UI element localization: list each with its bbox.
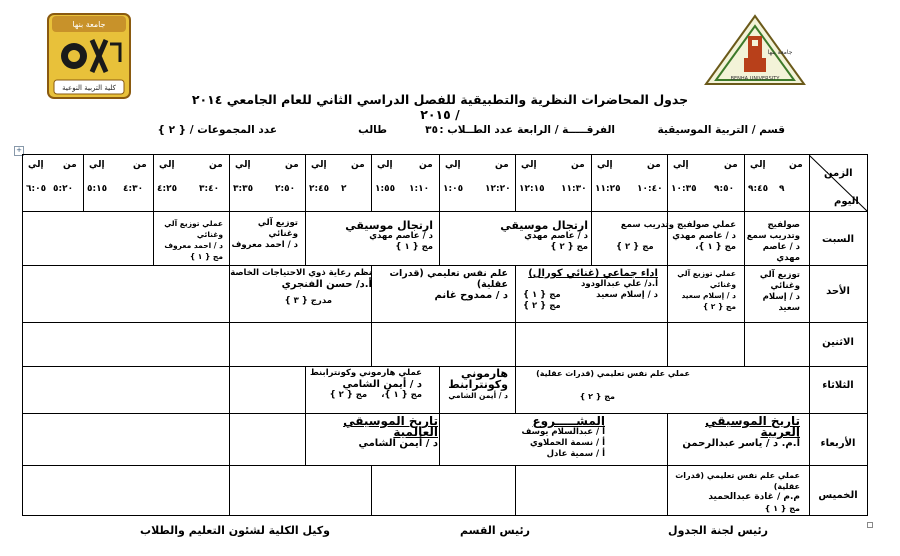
slot-from-label: من xyxy=(571,160,585,170)
grid-col-line xyxy=(439,154,440,211)
cell-line: وتدريب سمع xyxy=(746,231,800,241)
cell-title: هارموني xyxy=(460,367,508,380)
grid-col-line xyxy=(667,322,668,366)
grid-row-line xyxy=(22,211,867,212)
thu-practical-psychology-cell xyxy=(655,470,800,514)
slot-from-label: من xyxy=(351,160,365,170)
grid-col-line xyxy=(591,154,592,211)
grid-col-line xyxy=(371,465,372,515)
grid-col-line xyxy=(744,154,745,211)
slot-to-label: إلي xyxy=(377,160,393,170)
slot-from-time: ٥:٢٠ xyxy=(53,184,74,194)
group-tag: مج { ١ }، xyxy=(695,242,736,252)
slot-to-label: إلي xyxy=(597,160,613,170)
grid-col-line xyxy=(515,265,516,322)
cell-line: أ.د/ حسن الفنجري xyxy=(281,279,372,290)
cell-title: اداء جماعي (غنائي كورال) xyxy=(528,268,658,279)
cell-line: مج { ٢ } xyxy=(702,302,736,311)
grid-col-line xyxy=(305,413,306,465)
cell-title: ارتجال موسيقي xyxy=(345,219,433,232)
slot-to-label: إلي xyxy=(28,160,44,170)
wed-arab-music-history-cell xyxy=(665,416,800,449)
slot-from-label: من xyxy=(495,160,509,170)
slot-to-time: ٤:٢٥ xyxy=(157,184,178,194)
sat-improvisation-cell xyxy=(458,220,588,253)
sat-practical-arrangement-cell xyxy=(143,218,223,262)
group-tag: مج { ٢ } xyxy=(579,392,615,401)
groups-label: عدد المجموعات / { ٢ } xyxy=(157,124,277,136)
cell-line: وغنائي xyxy=(770,281,800,291)
cell-title: عملي علم نفس تعليمي (قدرات عقلية) xyxy=(675,471,800,491)
grid-col-line xyxy=(667,154,668,211)
grid-row-line xyxy=(22,265,867,266)
grid-row-line xyxy=(22,322,867,323)
cell-line: وغنائي xyxy=(709,280,736,289)
day-tuesday: الثلاثاء xyxy=(822,380,854,391)
slot-to-label: إلي xyxy=(235,160,251,170)
cell-title: وكونترابنط xyxy=(448,378,508,391)
sat-improvisation-cell-2 xyxy=(305,220,433,253)
slot-to-time: ١٠:٣٥ xyxy=(671,184,697,194)
corner-time-label: الزمن xyxy=(824,168,853,179)
wed-project-cell xyxy=(455,416,605,460)
tue-practical-psychology-cell xyxy=(520,368,690,402)
group-tag: مج { ١ }، xyxy=(381,390,422,400)
slot-to-time: ١١:٢٥ xyxy=(595,184,621,194)
university-logo xyxy=(704,14,806,88)
slot-from-label: من xyxy=(724,160,738,170)
grid-col-line xyxy=(515,322,516,366)
slot-to-time: ٢:٤٥ xyxy=(309,184,330,194)
faculty-logo xyxy=(44,10,134,102)
slot-from-time: ١١:٣٠ xyxy=(561,184,587,194)
wed-world-music-history-cell xyxy=(308,416,438,449)
cell-line: د / إسلام سعيد xyxy=(681,291,736,300)
cell-line: مج { ١ } xyxy=(189,252,223,261)
cell-title: تاريخ الموسيقي العربية xyxy=(705,414,800,439)
grid-col-line xyxy=(229,154,230,211)
slot-from-label: من xyxy=(647,160,661,170)
slot-from-label: من xyxy=(63,160,77,170)
day-thursday: الخميس xyxy=(818,490,858,501)
grid-col-line xyxy=(229,465,230,515)
slot-from-label: من xyxy=(419,160,433,170)
day-sunday: الأحد xyxy=(826,286,850,297)
slot-to-time: ٩:٤٥ xyxy=(748,184,769,194)
cell-line: د / أيمن الشامي xyxy=(358,438,438,449)
sun-practical-arrangement-cell xyxy=(664,268,736,312)
faculty-logo-text: كلية التربية النوعية xyxy=(62,84,116,92)
grid-col-line xyxy=(515,154,516,211)
slot-to-time: ٥:١٥ xyxy=(87,184,108,194)
cell-line: مج { ١ } xyxy=(395,242,433,252)
department-label: قسم / التربية الموسيقية xyxy=(657,124,785,136)
university-logo-top: جامعة بنها xyxy=(767,49,793,56)
sat-practical-solfege-cell xyxy=(616,220,736,253)
grid-col-line xyxy=(229,413,230,465)
cell-line: د / عاصم مهدي xyxy=(762,242,800,263)
slot-to-time: ١:٠٥ xyxy=(443,184,464,194)
slot-from-time: ٩:٥٠ xyxy=(714,184,735,194)
slot-to-label: إلي xyxy=(159,160,175,170)
university-logo-text: BENHA UNIVERSITY xyxy=(730,76,780,82)
sat-arrangement-cell xyxy=(226,218,298,251)
slot-to-label: إلي xyxy=(445,160,461,170)
slot-from-time: ١٢:٢٠ xyxy=(485,184,511,194)
grid-col-line xyxy=(153,154,154,211)
level-label: الفرقـــــة / الرابعة xyxy=(517,124,615,136)
cell-line: توزيع آلي xyxy=(257,218,298,228)
slot-from-time: ٣:٤٠ xyxy=(199,184,220,194)
cell-title: ارتجال موسيقي xyxy=(500,219,588,232)
cell-line: د / ممدوح غانم xyxy=(434,290,508,301)
cell-title: المشـــــروع xyxy=(532,414,605,428)
cell-title: نظم رعاية ذوي الاحتياجات الخاصة xyxy=(230,268,372,278)
slot-from-time: ٩ xyxy=(779,184,785,194)
grid-col-line xyxy=(515,465,516,515)
footer-schedule-chair: رئيس لجنة الجدول xyxy=(668,524,768,537)
grid-col-line xyxy=(305,154,306,211)
cell-line: عملي توزيع آلي xyxy=(677,269,736,278)
cell-line: د / عاصم مهدي xyxy=(369,231,433,241)
slot-to-label: إلي xyxy=(673,160,689,170)
slot-from-label: من xyxy=(789,160,803,170)
cell-line: م.م / غادة عبدالحميد xyxy=(708,492,800,502)
slot-from-label: من xyxy=(209,160,223,170)
cell-line: د / أيمن الشامي xyxy=(448,391,508,400)
sun-psychology-cell xyxy=(358,268,508,301)
cell-line: أ / عبدالسلام يوسف xyxy=(521,427,605,437)
cell-title: تاريخ الموسيقي العالمية xyxy=(343,414,438,439)
grid-col-line xyxy=(515,366,516,413)
students-label: عدد الطــلاب : xyxy=(439,124,513,136)
group-tag: مج { ٢ } xyxy=(616,242,654,252)
sun-arrangement-cell xyxy=(740,270,800,314)
footer-department-head: رئيس القسم xyxy=(460,524,530,537)
cell-line: عملي توزيع آلي xyxy=(164,219,223,228)
cell-line: د / احمد معروف xyxy=(231,240,298,250)
cell-line: صولفيج xyxy=(767,220,800,230)
grid-col-line xyxy=(439,413,440,465)
cell-line: أ.د/ علي عبدالودود xyxy=(580,279,658,289)
students-count: ٣٥ xyxy=(425,124,438,136)
group-tag: مج { ٢ } xyxy=(329,390,368,400)
students-unit: طالب xyxy=(358,124,387,136)
cell-line: عملي صولفيج وتدريب سمع xyxy=(620,220,736,230)
slot-from-time: ١٠:٤٠ xyxy=(637,184,663,194)
grid-col-line xyxy=(744,322,745,366)
slot-to-label: إلي xyxy=(89,160,105,170)
grid-col-line xyxy=(229,366,230,413)
day-saturday: السبت xyxy=(821,234,855,245)
day-wednesday: الأربعاء xyxy=(820,438,856,449)
grid-col-line xyxy=(439,211,440,265)
table-move-handle[interactable]: + xyxy=(14,146,24,156)
cell-line: أ / سمية عادل xyxy=(546,449,605,459)
slot-to-label: إلي xyxy=(521,160,537,170)
hall-tag: مدرج { ٣ } xyxy=(284,296,332,306)
slot-to-time: ١:٥٥ xyxy=(375,184,396,194)
cell-line: مج { ١ } xyxy=(764,504,800,513)
tue-practical-harmony-cell xyxy=(302,368,422,401)
slot-from-time: ٢ xyxy=(341,184,347,194)
grid-col-line xyxy=(83,154,84,211)
schedule-title: جدول المحاضرات النظرية والتطبيقية للفصل الدراسي الثاني للعام الجامعي ٢٠١٤ / ٢٠١٥ xyxy=(191,92,689,122)
cell-line: مج { ٢ } xyxy=(550,242,588,252)
grid-col-line xyxy=(591,211,592,265)
cell-title: عملي علم نفس تعليمي (قدرات عقلية) xyxy=(536,369,690,378)
slot-from-label: من xyxy=(285,160,299,170)
grid-col-line xyxy=(229,322,230,366)
slot-to-label: إلي xyxy=(750,160,766,170)
faculty-logo-top: جامعة بنها xyxy=(72,20,106,29)
footer-vice-dean: وكيل الكلية لشئون التعليم والطلاب xyxy=(140,524,330,537)
grid-col-line xyxy=(371,322,372,366)
cell-line: وغنائي xyxy=(196,230,223,239)
cell-line: أ / نسمة الحملاوي xyxy=(529,438,605,448)
grid-row-line xyxy=(22,366,867,367)
cell-line: د / أيمن الشامي xyxy=(342,379,422,390)
group-tag: مج { ١ } xyxy=(523,290,561,300)
slot-from-time: ٢:٥٠ xyxy=(275,184,296,194)
day-monday: الاثنين xyxy=(822,337,854,348)
slot-to-time: ٣:٣٥ xyxy=(233,184,254,194)
slot-to-time: ١٢:١٥ xyxy=(519,184,545,194)
slot-from-label: من xyxy=(133,160,147,170)
slot-from-time: ٤:٣٠ xyxy=(123,184,144,194)
cell-line: توزيع آلي xyxy=(759,270,800,280)
cell-line: د / إسلام سعيد xyxy=(596,290,658,300)
cell-line: د / إسلام سعيد xyxy=(762,292,800,313)
cell-line: أ.م. د / ياسر عبدالرحمن xyxy=(682,438,800,449)
slot-from-time: ١:١٠ xyxy=(409,184,430,194)
sat-solfege-cell xyxy=(740,220,800,264)
grid-col-line xyxy=(371,154,372,211)
slot-to-label: إلي xyxy=(311,160,327,170)
cell-line: د / عاصم مهدي xyxy=(524,231,588,241)
grid-row-line xyxy=(22,465,867,466)
cell-line: وغنائي xyxy=(268,229,298,239)
group-tag: مج { ٢ } xyxy=(523,301,561,311)
cell-line: د / احمد معروف xyxy=(164,241,223,250)
table-resize-handle[interactable] xyxy=(867,522,873,528)
schedule-table xyxy=(22,154,868,516)
cell-line xyxy=(616,242,736,253)
cell-title: عملي هارموني وكونترابنط xyxy=(309,368,422,378)
cell-title: علم نفس تعليمي (قدرات عقلية) xyxy=(389,268,508,290)
tue-harmony-cell xyxy=(428,368,508,401)
cell-line xyxy=(302,390,422,401)
corner-day-label: اليوم xyxy=(834,196,859,207)
slot-to-time: ٦:٠٥ xyxy=(26,184,47,194)
cell-line: د / عاصم مهدي xyxy=(672,231,736,241)
sun-choir-cell xyxy=(523,268,658,311)
sun-special-needs-cell xyxy=(212,268,372,307)
